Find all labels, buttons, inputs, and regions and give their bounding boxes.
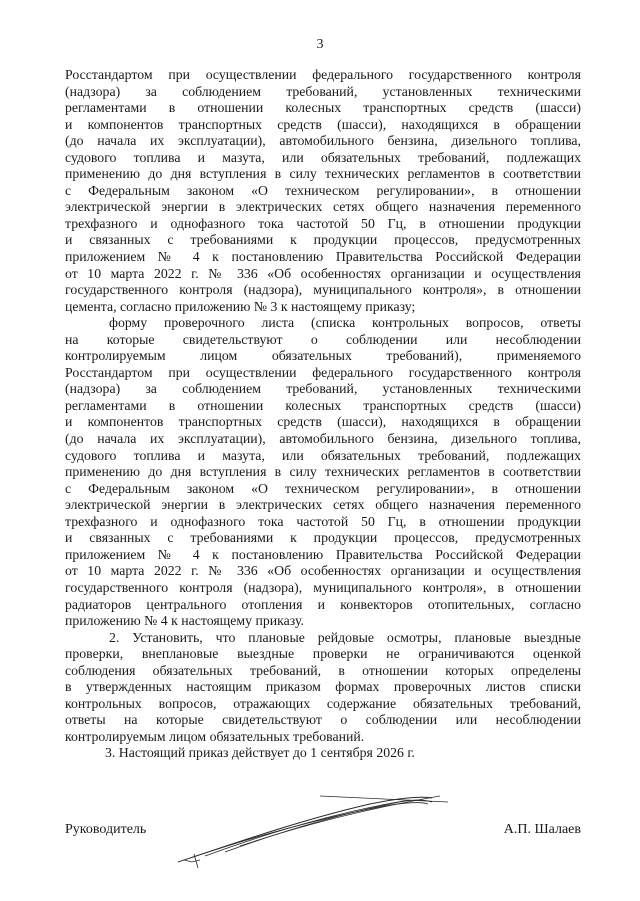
text-line: радиаторов центрального отопления и конвекторов отопительных, согласно (65, 596, 581, 612)
text-line: (надзора) за соблюдением требований, установленных техническими (65, 83, 581, 99)
text-line: и связанных с требованиями к продукции процессов, предусмотренных (65, 232, 581, 248)
text-line: государственного контроля (надзора), муниципального контроля», в отношении (65, 282, 581, 298)
text-line: государственного контроля (надзора), муниципального контроля», в отношении (65, 579, 581, 595)
text-line: приложением № 4 к постановлению Правительства Российской Федерации (65, 249, 581, 265)
text-line: на которые свидетельствуют о соблюдении или несоблюдении (65, 331, 581, 347)
text-line: применению до дня вступления в силу технических регламентов в соответствии (65, 464, 581, 480)
text-line: (надзора) за соблюдением требований, установленных техническими (65, 381, 581, 397)
text-line: с Федеральным законом «О техническом регулировании», в отношении (65, 480, 581, 496)
text-line: судового топлива и мазута, или обязательных требований, подлежащих (65, 447, 581, 463)
text-line: соблюдения обязательных требований, в отношении которых определены (65, 662, 581, 678)
text-line: судового топлива и мазута, или обязательных требований, подлежащих (65, 149, 581, 165)
text-line: проверки, внеплановые выездные проверки не ограничиваются оценкой (65, 646, 581, 662)
text-line: и компонентов транспортных средств (шасси), находящихся в обращении (65, 116, 581, 132)
text-line: и компонентов транспортных средств (шасси), находящихся в обращении (65, 414, 581, 430)
text-line: применению до дня вступления в силу технических регламентов в соответствии (65, 166, 581, 182)
text-line: от 10 марта 2022 г. № 336 «Об особенностях организации и осуществления (65, 563, 581, 579)
text-line: и связанных с требованиями к продукции процессов, предусмотренных (65, 530, 581, 546)
text-line: (до начала их эксплуатации), автомобильного бензина, дизельного топлива, (65, 133, 581, 149)
text-line: электрической энергии в электрических сетях общего назначения переменного (65, 199, 581, 215)
page-number: 3 (316, 37, 324, 52)
signature (170, 790, 460, 875)
signatory-position: Руководитель (65, 822, 147, 837)
paragraph-start-line: 3. Настоящий приказ действует до 1 сентября 2026 г. (105, 745, 415, 761)
text-line: электрической энергии в электрических сетях общего назначения переменного (65, 497, 581, 513)
text-line: приложением № 4 к постановлению Правительства Российской Федерации (65, 546, 581, 562)
text-line: контролируемым лицом обязательных требований. (65, 728, 365, 744)
text-line: трехфазного и однофазного тока частотой 50 Гц, в отношении продукции (65, 513, 581, 529)
paragraph-start-line: 2. Установить, что плановые рейдовые осмотры, плановые выездные (109, 629, 581, 645)
signatory-name: А.П. Шалаев (503, 822, 581, 837)
text-line: контролируемым лицом обязательных требований), применяемого (65, 348, 581, 364)
text-line: цемента, согласно приложению № 3 к настоящему приказу; (65, 298, 416, 314)
document-body (65, 67, 581, 762)
text-line: регламентами в отношении колесных транспортных средств (шасси) (65, 100, 581, 116)
text-line: приложению № 4 к настоящему приказу. (65, 613, 304, 629)
paragraph-start-line: форму проверочного листа (списка контрольных вопросов, ответы (109, 315, 581, 331)
text-line: трехфазного и однофазного тока частотой 50 Гц, в отношении продукции (65, 215, 581, 231)
text-line: контрольных вопросов, отражающих содержание обязательных требований, (65, 695, 581, 711)
text-line: Росстандартом при осуществлении федерального государственного контроля (65, 67, 581, 82)
text-line: в утвержденных настоящим приказом формах проверочных листов списки (65, 679, 581, 695)
text-line: регламентами в отношении колесных транспортных средств (шасси) (65, 397, 581, 413)
text-line: (до начала их эксплуатации), автомобильного бензина, дизельного топлива, (65, 431, 581, 447)
text-line: Росстандартом при осуществлении федерального государственного контроля (65, 364, 581, 380)
text-line: ответы на которые свидетельствуют о соблюдении или несоблюдении (65, 712, 581, 728)
text-line: от 10 марта 2022 г. № 336 «Об особенностях организации и осуществления (65, 265, 581, 281)
text-line: с Федеральным законом «О техническом регулировании», в отношении (65, 182, 581, 198)
